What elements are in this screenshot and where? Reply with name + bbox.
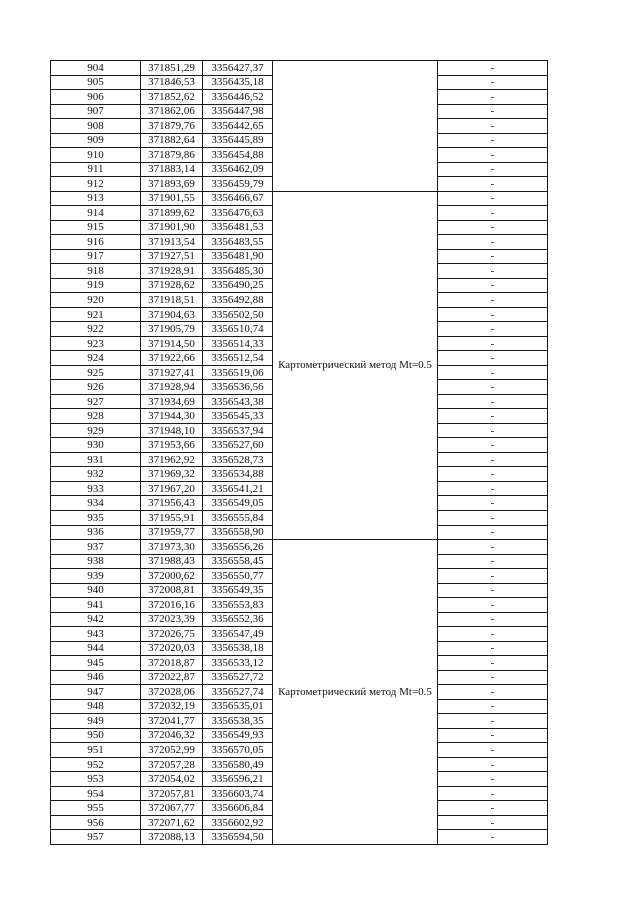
y-coordinate-cell: 3356538,35 (203, 714, 273, 729)
y-coordinate-cell: 3356606,84 (203, 801, 273, 816)
y-coordinate-cell: 3356466,67 (203, 191, 273, 206)
point-number-cell: 943 (51, 627, 141, 642)
x-coordinate-cell: 372088,13 (141, 830, 203, 845)
note-cell: - (438, 148, 548, 163)
x-coordinate-cell: 371962,92 (141, 452, 203, 467)
point-number-cell: 922 (51, 322, 141, 337)
y-coordinate-cell: 3356481,53 (203, 220, 273, 235)
note-cell: - (438, 540, 548, 555)
x-coordinate-cell: 371913,54 (141, 235, 203, 250)
y-coordinate-cell: 3356553,83 (203, 598, 273, 613)
point-number-cell: 926 (51, 380, 141, 395)
x-coordinate-cell: 371969,32 (141, 467, 203, 482)
note-cell: - (438, 670, 548, 685)
note-cell: - (438, 786, 548, 801)
note-cell: - (438, 569, 548, 584)
y-coordinate-cell: 3356535,01 (203, 699, 273, 714)
point-number-cell: 914 (51, 206, 141, 221)
y-coordinate-cell: 3356514,33 (203, 336, 273, 351)
note-cell: - (438, 307, 548, 322)
x-coordinate-cell: 372020,03 (141, 641, 203, 656)
note-cell: - (438, 496, 548, 511)
x-coordinate-cell: 372028,06 (141, 685, 203, 700)
y-coordinate-cell: 3356447,98 (203, 104, 273, 119)
y-coordinate-cell: 3356555,84 (203, 510, 273, 525)
note-cell: - (438, 525, 548, 540)
x-coordinate-cell: 371914,50 (141, 336, 203, 351)
point-number-cell: 940 (51, 583, 141, 598)
note-cell: - (438, 699, 548, 714)
note-cell: - (438, 61, 548, 76)
point-number-cell: 919 (51, 278, 141, 293)
note-cell: - (438, 365, 548, 380)
point-number-cell: 908 (51, 119, 141, 134)
point-number-cell: 923 (51, 336, 141, 351)
point-number-cell: 906 (51, 90, 141, 105)
point-number-cell: 957 (51, 830, 141, 845)
point-number-cell: 911 (51, 162, 141, 177)
point-number-cell: 918 (51, 264, 141, 279)
y-coordinate-cell: 3356603,74 (203, 786, 273, 801)
y-coordinate-cell: 3356454,88 (203, 148, 273, 163)
note-cell: - (438, 728, 548, 743)
note-cell: - (438, 322, 548, 337)
note-cell: - (438, 293, 548, 308)
y-coordinate-cell: 3356538,18 (203, 641, 273, 656)
x-coordinate-cell: 371882,64 (141, 133, 203, 148)
y-coordinate-cell: 3356537,94 (203, 423, 273, 438)
x-coordinate-cell: 371883,14 (141, 162, 203, 177)
x-coordinate-cell: 371851,29 (141, 61, 203, 76)
x-coordinate-cell: 371901,55 (141, 191, 203, 206)
note-cell: - (438, 336, 548, 351)
x-coordinate-cell: 372054,02 (141, 772, 203, 787)
note-cell: - (438, 815, 548, 830)
note-cell: - (438, 264, 548, 279)
note-cell: - (438, 394, 548, 409)
y-coordinate-cell: 3356446,52 (203, 90, 273, 105)
point-number-cell: 925 (51, 365, 141, 380)
x-coordinate-cell: 371934,69 (141, 394, 203, 409)
y-coordinate-cell: 3356510,74 (203, 322, 273, 337)
y-coordinate-cell: 3356541,21 (203, 481, 273, 496)
x-coordinate-cell: 371904,63 (141, 307, 203, 322)
note-cell: - (438, 162, 548, 177)
x-coordinate-cell: 371928,62 (141, 278, 203, 293)
note-cell: - (438, 452, 548, 467)
point-number-cell: 921 (51, 307, 141, 322)
point-number-cell: 904 (51, 61, 141, 76)
y-coordinate-cell: 3356543,38 (203, 394, 273, 409)
note-cell: - (438, 191, 548, 206)
x-coordinate-cell: 372041,77 (141, 714, 203, 729)
point-number-cell: 956 (51, 815, 141, 830)
y-coordinate-cell: 3356534,88 (203, 467, 273, 482)
y-coordinate-cell: 3356533,12 (203, 656, 273, 671)
point-number-cell: 912 (51, 177, 141, 192)
x-coordinate-cell: 372018,87 (141, 656, 203, 671)
x-coordinate-cell: 372067,77 (141, 801, 203, 816)
x-coordinate-cell: 371928,91 (141, 264, 203, 279)
point-number-cell: 920 (51, 293, 141, 308)
x-coordinate-cell: 372016,16 (141, 598, 203, 613)
note-cell: - (438, 177, 548, 192)
point-number-cell: 947 (51, 685, 141, 700)
x-coordinate-cell: 372000,62 (141, 569, 203, 584)
note-cell: - (438, 612, 548, 627)
note-cell: - (438, 90, 548, 105)
x-coordinate-cell: 371928,94 (141, 380, 203, 395)
y-coordinate-cell: 3356547,49 (203, 627, 273, 642)
note-cell: - (438, 583, 548, 598)
x-coordinate-cell: 371956,43 (141, 496, 203, 511)
method-cell: Картометрический метод Mt=0.5 (273, 540, 438, 845)
y-coordinate-cell: 3356481,90 (203, 249, 273, 264)
y-coordinate-cell: 3356558,90 (203, 525, 273, 540)
note-cell: - (438, 598, 548, 613)
y-coordinate-cell: 3356550,77 (203, 569, 273, 584)
y-coordinate-cell: 3356549,35 (203, 583, 273, 598)
x-coordinate-cell: 371944,30 (141, 409, 203, 424)
y-coordinate-cell: 3356549,05 (203, 496, 273, 511)
note-cell: - (438, 380, 548, 395)
note-cell: - (438, 830, 548, 845)
x-coordinate-cell: 372052,99 (141, 743, 203, 758)
y-coordinate-cell: 3356476,63 (203, 206, 273, 221)
point-number-cell: 941 (51, 598, 141, 613)
point-number-cell: 935 (51, 510, 141, 525)
x-coordinate-cell: 371967,20 (141, 481, 203, 496)
x-coordinate-cell: 371953,66 (141, 438, 203, 453)
x-coordinate-cell: 372022,87 (141, 670, 203, 685)
x-coordinate-cell: 371879,86 (141, 148, 203, 163)
y-coordinate-cell: 3356602,92 (203, 815, 273, 830)
point-number-cell: 928 (51, 409, 141, 424)
y-coordinate-cell: 3356512,54 (203, 351, 273, 366)
note-cell: - (438, 743, 548, 758)
note-cell: - (438, 409, 548, 424)
x-coordinate-cell: 371862,06 (141, 104, 203, 119)
y-coordinate-cell: 3356556,26 (203, 540, 273, 555)
point-number-cell: 932 (51, 467, 141, 482)
note-cell: - (438, 220, 548, 235)
coordinates-table-body (51, 61, 548, 845)
y-coordinate-cell: 3356490,25 (203, 278, 273, 293)
point-number-cell: 915 (51, 220, 141, 235)
point-number-cell: 927 (51, 394, 141, 409)
x-coordinate-cell: 371879,76 (141, 119, 203, 134)
x-coordinate-cell: 372046,32 (141, 728, 203, 743)
note-cell: - (438, 656, 548, 671)
x-coordinate-cell: 372057,81 (141, 786, 203, 801)
note-cell: - (438, 772, 548, 787)
point-number-cell: 917 (51, 249, 141, 264)
x-coordinate-cell: 371852,62 (141, 90, 203, 105)
method-cell (273, 61, 438, 192)
y-coordinate-cell: 3356502,50 (203, 307, 273, 322)
x-coordinate-cell: 372008,81 (141, 583, 203, 598)
y-coordinate-cell: 3356527,74 (203, 685, 273, 700)
x-coordinate-cell: 372057,28 (141, 757, 203, 772)
y-coordinate-cell: 3356462,09 (203, 162, 273, 177)
point-number-cell: 910 (51, 148, 141, 163)
x-coordinate-cell: 372023,39 (141, 612, 203, 627)
point-number-cell: 952 (51, 757, 141, 772)
x-coordinate-cell: 371899,62 (141, 206, 203, 221)
y-coordinate-cell: 3356549,93 (203, 728, 273, 743)
point-number-cell: 916 (51, 235, 141, 250)
point-number-cell: 948 (51, 699, 141, 714)
y-coordinate-cell: 3356527,60 (203, 438, 273, 453)
note-cell: - (438, 235, 548, 250)
y-coordinate-cell: 3356459,79 (203, 177, 273, 192)
point-number-cell: 951 (51, 743, 141, 758)
point-number-cell: 954 (51, 786, 141, 801)
x-coordinate-cell: 371955,91 (141, 510, 203, 525)
y-coordinate-cell: 3356596,21 (203, 772, 273, 787)
y-coordinate-cell: 3356519,06 (203, 365, 273, 380)
y-coordinate-cell: 3356552,36 (203, 612, 273, 627)
method-cell: Картометрический метод Mt=0.5 (273, 191, 438, 539)
note-cell: - (438, 554, 548, 569)
note-cell: - (438, 641, 548, 656)
x-coordinate-cell: 372026,75 (141, 627, 203, 642)
y-coordinate-cell: 3356594,50 (203, 830, 273, 845)
point-number-cell: 936 (51, 525, 141, 540)
y-coordinate-cell: 3356485,30 (203, 264, 273, 279)
y-coordinate-cell: 3356492,88 (203, 293, 273, 308)
note-cell: - (438, 423, 548, 438)
y-coordinate-cell: 3356435,18 (203, 75, 273, 90)
point-number-cell: 938 (51, 554, 141, 569)
x-coordinate-cell: 371893,69 (141, 177, 203, 192)
x-coordinate-cell: 371988,43 (141, 554, 203, 569)
x-coordinate-cell: 371973,30 (141, 540, 203, 555)
x-coordinate-cell: 371905,79 (141, 322, 203, 337)
x-coordinate-cell: 372032,19 (141, 699, 203, 714)
y-coordinate-cell: 3356442,65 (203, 119, 273, 134)
note-cell: - (438, 75, 548, 90)
point-number-cell: 930 (51, 438, 141, 453)
note-cell: - (438, 757, 548, 772)
x-coordinate-cell: 371948,10 (141, 423, 203, 438)
point-number-cell: 933 (51, 481, 141, 496)
point-number-cell: 907 (51, 104, 141, 119)
y-coordinate-cell: 3356570,05 (203, 743, 273, 758)
point-number-cell: 909 (51, 133, 141, 148)
note-cell: - (438, 627, 548, 642)
point-number-cell: 949 (51, 714, 141, 729)
x-coordinate-cell: 371927,41 (141, 365, 203, 380)
note-cell: - (438, 714, 548, 729)
point-number-cell: 945 (51, 656, 141, 671)
point-number-cell: 913 (51, 191, 141, 206)
y-coordinate-cell: 3356483,55 (203, 235, 273, 250)
table-row (51, 540, 548, 555)
x-coordinate-cell: 371922,66 (141, 351, 203, 366)
point-number-cell: 950 (51, 728, 141, 743)
point-number-cell: 931 (51, 452, 141, 467)
x-coordinate-cell: 371901,90 (141, 220, 203, 235)
point-number-cell: 942 (51, 612, 141, 627)
note-cell: - (438, 481, 548, 496)
y-coordinate-cell: 3356536,56 (203, 380, 273, 395)
note-cell: - (438, 278, 548, 293)
point-number-cell: 929 (51, 423, 141, 438)
point-number-cell: 905 (51, 75, 141, 90)
point-number-cell: 955 (51, 801, 141, 816)
x-coordinate-cell: 372071,62 (141, 815, 203, 830)
note-cell: - (438, 510, 548, 525)
note-cell: - (438, 438, 548, 453)
y-coordinate-cell: 3356580,49 (203, 757, 273, 772)
y-coordinate-cell: 3356427,37 (203, 61, 273, 76)
y-coordinate-cell: 3356528,73 (203, 452, 273, 467)
note-cell: - (438, 104, 548, 119)
point-number-cell: 924 (51, 351, 141, 366)
note-cell: - (438, 351, 548, 366)
point-number-cell: 939 (51, 569, 141, 584)
table-row (51, 61, 548, 76)
point-number-cell: 937 (51, 540, 141, 555)
note-cell: - (438, 685, 548, 700)
x-coordinate-cell: 371918,51 (141, 293, 203, 308)
note-cell: - (438, 133, 548, 148)
x-coordinate-cell: 371846,53 (141, 75, 203, 90)
y-coordinate-cell: 3356527,72 (203, 670, 273, 685)
note-cell: - (438, 801, 548, 816)
x-coordinate-cell: 371927,51 (141, 249, 203, 264)
point-number-cell: 953 (51, 772, 141, 787)
note-cell: - (438, 467, 548, 482)
coordinates-table (50, 60, 548, 845)
point-number-cell: 944 (51, 641, 141, 656)
y-coordinate-cell: 3356558,45 (203, 554, 273, 569)
note-cell: - (438, 119, 548, 134)
point-number-cell: 946 (51, 670, 141, 685)
x-coordinate-cell: 371959,77 (141, 525, 203, 540)
point-number-cell: 934 (51, 496, 141, 511)
note-cell: - (438, 206, 548, 221)
note-cell: - (438, 249, 548, 264)
y-coordinate-cell: 3356545,33 (203, 409, 273, 424)
table-row (51, 191, 548, 206)
y-coordinate-cell: 3356445,89 (203, 133, 273, 148)
